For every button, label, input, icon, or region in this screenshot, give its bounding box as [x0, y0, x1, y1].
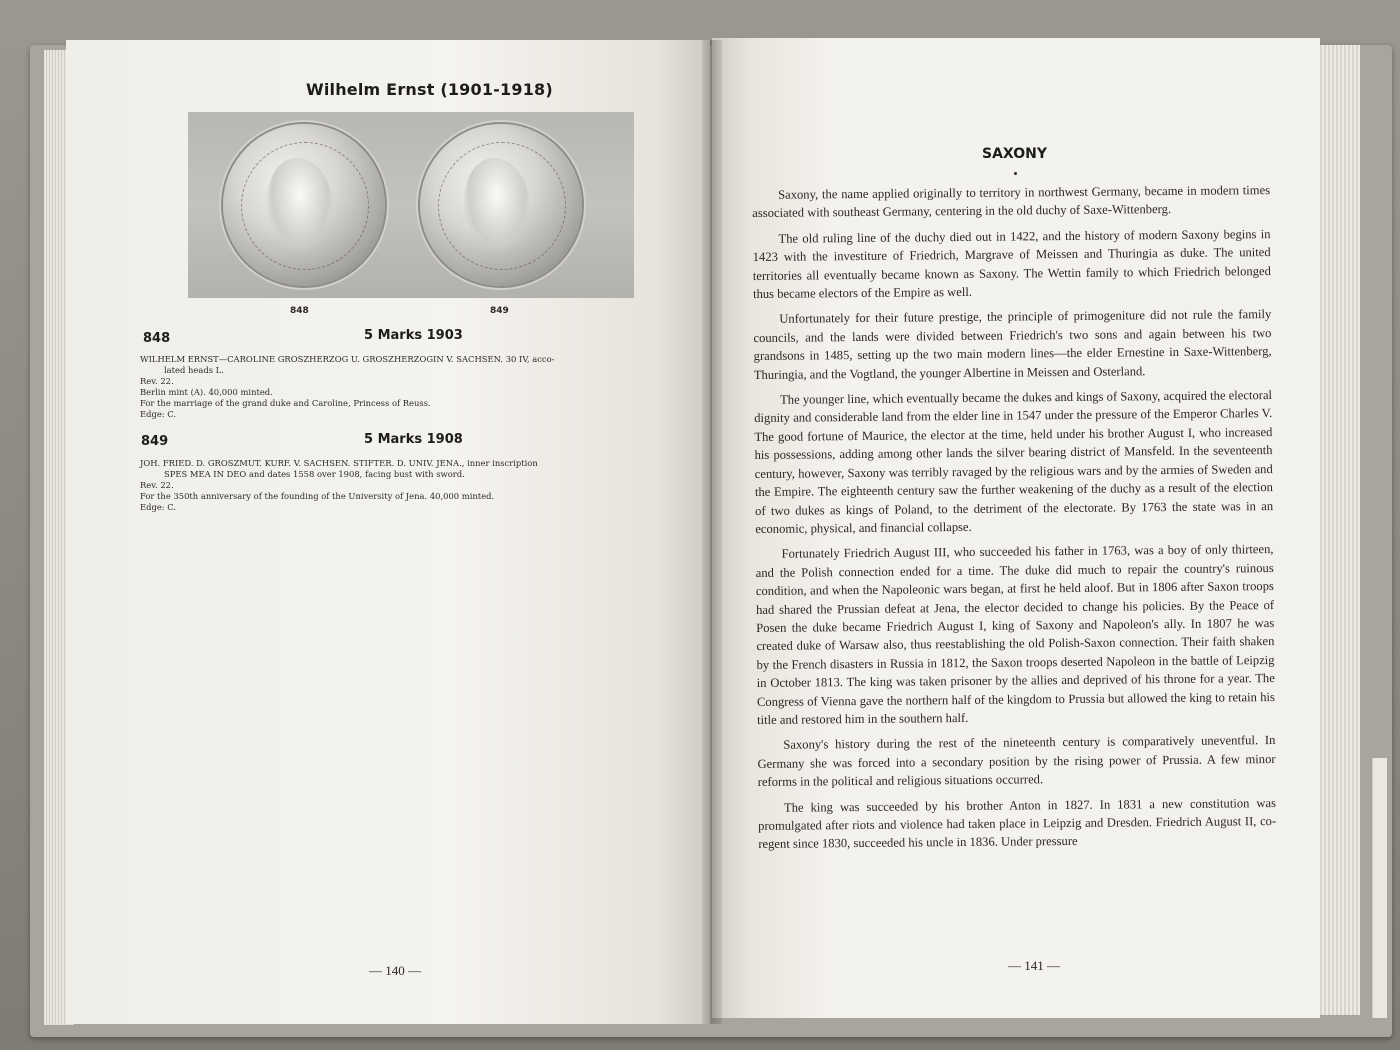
entry-line: Edge: C. — [140, 502, 177, 512]
page-number-right: — 141 — — [1008, 958, 1060, 973]
paragraph: Unfortunately for their future prestige, the principle of primogeniture did not rule the family councils, and the lands were divided between Friedrich's two sons and again between his two grandsons in 1485, setting up the two main modern lines—the elder Ernestine in Saxe-Wittenberg, Thuringia, and the Vogtland, the younger Albertine in Meissen and Osterland. — [753, 307, 1272, 382]
plate-label-848: 848 — [290, 306, 309, 316]
paragraph: Saxony's history during the rest of the nineteenth century is comparatively uneventful. In Germany she was forced into a secondary position by the rising power of Prussia. A few minor reforms in the political and religious situations occurred. — [757, 733, 1276, 790]
page-title: Wilhelm Ernst (1901-1918) — [306, 80, 553, 99]
section-heading: SAXONY — [982, 146, 1047, 162]
entry-line: lated heads L. — [164, 365, 224, 375]
entry-line: JOH. FRIED. D. GROSZMUT. KURF. V. SACHSEN. STIFTER. D. UNIV. JENA., inner inscription — [140, 458, 538, 468]
paragraph: Saxony, the name applied originally to territory in northwest Germany, became in modern times associated with southeast Germany, centering in the old duchy of Saxe-Wittenberg. — [752, 183, 1271, 221]
entry-line: WILHELM ERNST—CAROLINE GROSZHERZOG U. GROSZHERZOGIN V. SACHSEN. 30 IV, acco- — [140, 354, 555, 364]
entry-line: Rev. 22. — [140, 376, 174, 386]
entry-line: For the marriage of the grand duke and Caroline, Princess of Reuss. — [140, 398, 431, 408]
page-number-left: — 140 — — [369, 963, 421, 978]
body-text — [752, 181, 1276, 861]
entry-number: 848 — [143, 331, 171, 346]
page-tab — [1372, 758, 1387, 1018]
entry-line: Berlin mint (A). 40,000 minted. — [140, 387, 273, 397]
entry-description — [140, 354, 680, 420]
paragraph: The king was succeeded by his brother Anton in 1827. In 1831 a new constitution was promulgated after riots and violence had taken place in Leipzig and Dresden. Friedrich August II, co-regent since 1830, succeeded his uncle in 1836. Under pressure — [758, 795, 1277, 852]
coin-plate — [188, 112, 634, 298]
entry-description — [140, 458, 680, 513]
entry-line: For the 350th anniversary of the founding of the University of Jena. 40,000 minted. — [140, 491, 495, 501]
entry-line: Rev. 22. — [140, 480, 174, 490]
coin-849-photo — [420, 124, 582, 286]
entry-title: 5 Marks 1903 — [364, 328, 463, 343]
paragraph: Fortunately Friedrich August III, who succeeded his father in 1763, was a boy of only thirteen, and the Polish connection ended for a time. The duke did much to repair the country's ruinous condition, and when the Napoleonic wars began, at first he held aloof. But in 1806 after Saxon troops had shared the Prussian defeat at Jena, the elector decided to change his policies. By the Peace of Posen the duke became Friedrich August I, king of Saxony and Napoleon's ally. In 1807 he was created duke of Warsaw also, thus reestablishing the old Polish-Saxon connection. Their faith shaken by the French disasters in Russia in 1812, the Saxon troops deserted Napoleon in the battle of Leipzig in October 1813. The king was taken prisoner by the allies and deprived of his throne for a year. The Congress of Vienna gave the northern half of the kingdom to Prussia but allowed the king to retain his title and restored him in the southern half. — [755, 542, 1275, 727]
entry-title: 5 Marks 1908 — [364, 432, 463, 447]
paragraph: The younger line, which eventually became the dukes and kings of Saxony, acquired the electoral dignity and considerable land from the elder line in 1547 under the pressure of the Emperor Charles V. The good fortune of Maurice, the elector at the time, held under his brother August I, who increased his possessions, adding among other lands the silver bearing district of Mansfeld. In the seventeenth century, however, Saxony was terribly ravaged by the religious wars and by the armies of Sweden and the Empire. The eighteenth century saw the further weakening of the duchy as a result of the election of two dukes as kings of Poland, to the detriment of the electorate. By 1763 the state was in an economic, physical, and financial collapse. — [754, 388, 1274, 536]
paragraph: The old ruling line of the duchy died out in 1422, and the history of modern Saxony begins in 1423 with the investiture of Friedrich, Margrave of Meissen and Thuringia as duke. The united territories all eventually became known as Saxony. The Wettin family to which Friedrich belonged thus became electors of the Empire as well. — [752, 226, 1271, 302]
entry-line: Edge: C. — [140, 409, 177, 419]
entry-line: SPES MEA IN DEO and dates 1558 over 1908, facing bust with sword. — [164, 469, 465, 479]
plate-label-849: 849 — [490, 306, 509, 316]
coin-848-photo — [223, 124, 385, 286]
entry-number: 849 — [141, 434, 169, 449]
ornament-dot — [1014, 172, 1017, 175]
book-gutter — [702, 40, 722, 1024]
